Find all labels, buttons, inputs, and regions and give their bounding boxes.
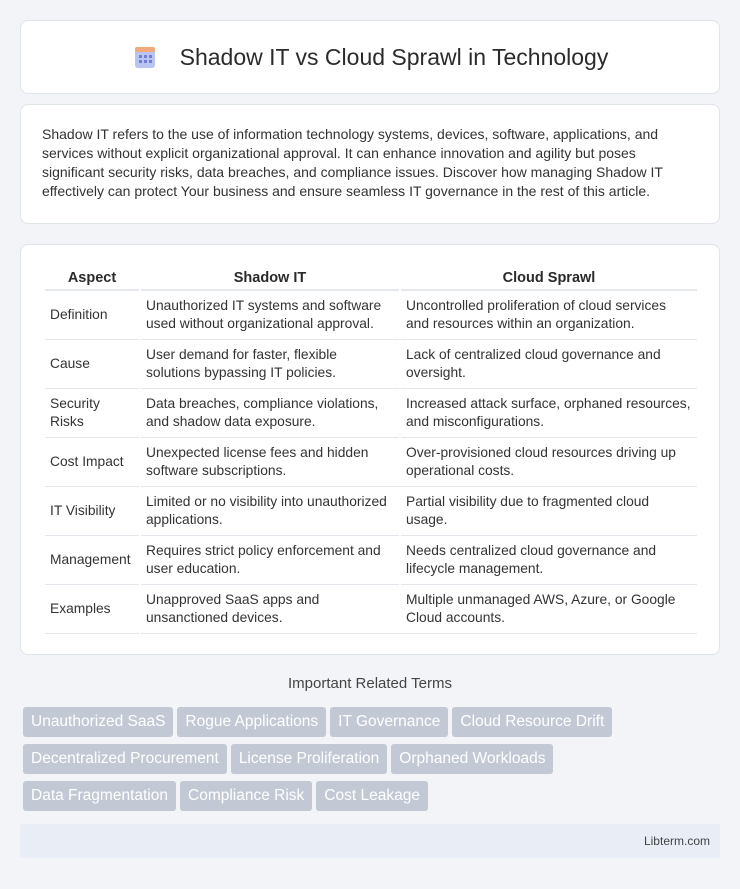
comparison-table bbox=[43, 266, 699, 634]
term-tag[interactable]: License Proliferation bbox=[231, 744, 387, 774]
row-aspect: IT Visibility bbox=[45, 487, 139, 536]
header-aspect: Aspect bbox=[45, 266, 139, 291]
row-shadow-it: Unapproved SaaS apps and unsanctioned devices. bbox=[141, 585, 399, 634]
table-row bbox=[45, 291, 697, 340]
table-row bbox=[45, 340, 697, 389]
row-cloud-sprawl: Lack of centralized cloud governance and oversight. bbox=[401, 340, 697, 389]
row-aspect: Security Risks bbox=[45, 389, 139, 438]
row-aspect: Definition bbox=[45, 291, 139, 340]
row-cloud-sprawl: Needs centralized cloud governance and lifecycle management. bbox=[401, 536, 697, 585]
footer-site-link[interactable]: Libterm.com bbox=[643, 834, 710, 848]
row-shadow-it: Unauthorized IT systems and software used without organizational approval. bbox=[141, 291, 399, 340]
table-row bbox=[45, 536, 697, 585]
row-aspect: Examples bbox=[45, 585, 139, 634]
row-cloud-sprawl: Partial visibility due to fragmented cloud usage. bbox=[401, 487, 697, 536]
row-cloud-sprawl: Increased attack surface, orphaned resources, and misconfigurations. bbox=[401, 389, 697, 438]
term-tag[interactable]: Cloud Resource Drift bbox=[452, 707, 612, 737]
term-tag[interactable]: Compliance Risk bbox=[180, 781, 312, 811]
table-row bbox=[45, 389, 697, 438]
related-terms-list bbox=[23, 707, 723, 818]
row-cloud-sprawl: Over-provisioned cloud resources driving up operational costs. bbox=[401, 438, 697, 487]
row-shadow-it: User demand for faster, flexible solutions bypassing IT policies. bbox=[141, 340, 399, 389]
related-terms-title: Important Related Terms bbox=[288, 675, 452, 692]
row-shadow-it: Unexpected license fees and hidden software subscriptions. bbox=[141, 438, 399, 487]
term-tag[interactable]: Orphaned Workloads bbox=[391, 744, 553, 774]
page-title: Shadow IT vs Cloud Sprawl in Technology bbox=[179, 43, 609, 70]
term-tag[interactable]: Rogue Applications bbox=[177, 707, 326, 737]
header-cloud-sprawl: Cloud Sprawl bbox=[401, 266, 697, 291]
row-shadow-it: Requires strict policy enforcement and user education. bbox=[141, 536, 399, 585]
table-row bbox=[45, 438, 697, 487]
row-aspect: Cause bbox=[45, 340, 139, 389]
intro-card bbox=[20, 104, 720, 224]
table-row bbox=[45, 585, 697, 634]
intro-text: Shadow IT refers to the use of information technology systems, devices, software, applications, and services without explicit organizational approval. It can enhance innovation and agility but poses significant security risks, data breaches, and compliance issues. Discover how managing Shadow IT effectively can protect Your business and ensure seamless IT governance in the rest of this article. bbox=[42, 126, 663, 199]
row-cloud-sprawl: Uncontrolled proliferation of cloud services and resources within an organization. bbox=[401, 291, 697, 340]
footer bbox=[20, 824, 720, 858]
term-tag[interactable]: Data Fragmentation bbox=[23, 781, 176, 811]
table-header-row bbox=[45, 266, 697, 291]
header-card bbox=[20, 20, 720, 94]
row-cloud-sprawl: Multiple unmanaged AWS, Azure, or Google Cloud accounts. bbox=[401, 585, 697, 634]
term-tag[interactable]: Unauthorized SaaS bbox=[23, 707, 173, 737]
header-shadow-it: Shadow IT bbox=[141, 266, 399, 291]
term-tag[interactable]: Decentralized Procurement bbox=[23, 744, 227, 774]
row-aspect: Management bbox=[45, 536, 139, 585]
row-shadow-it: Data breaches, compliance violations, and shadow data exposure. bbox=[141, 389, 399, 438]
term-tag[interactable]: IT Governance bbox=[330, 707, 448, 737]
table-row bbox=[45, 487, 697, 536]
row-shadow-it: Limited or no visibility into unauthorized applications. bbox=[141, 487, 399, 536]
term-tag[interactable]: Cost Leakage bbox=[316, 781, 428, 811]
row-aspect: Cost Impact bbox=[45, 438, 139, 487]
building-grid-icon bbox=[132, 44, 158, 70]
comparison-card bbox=[20, 244, 720, 655]
